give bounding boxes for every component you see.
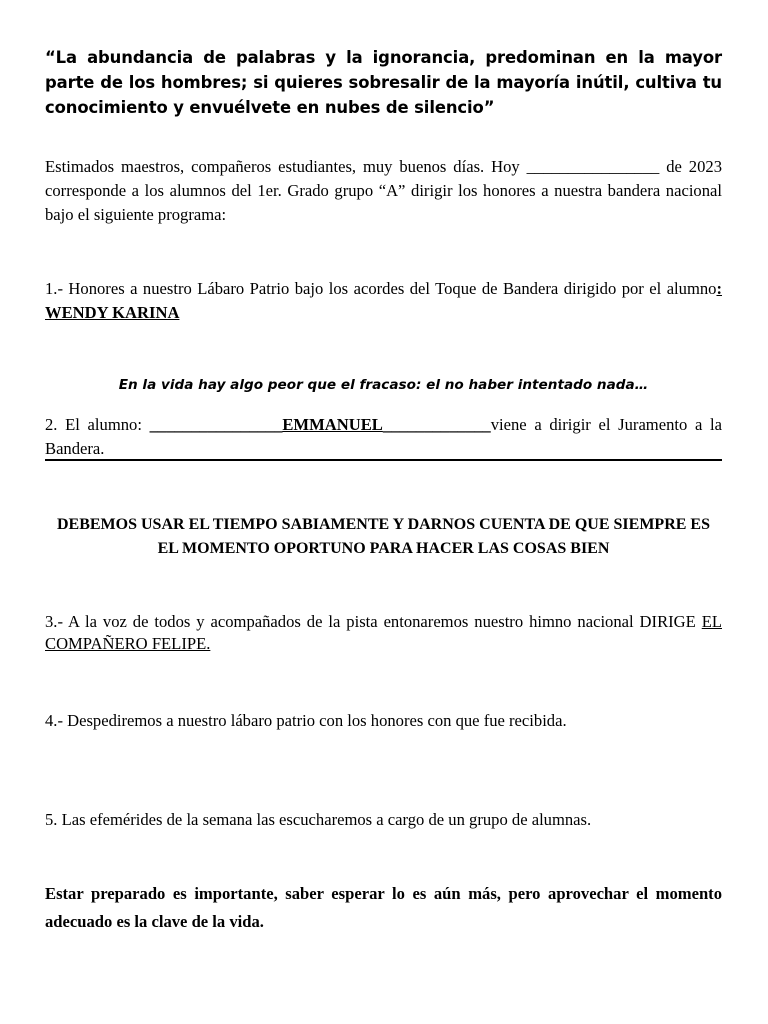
- document-page: [45, 0, 722, 1024]
- horizontal-divider: [45, 459, 722, 461]
- program-item-1-name: : WENDY KARINA: [45, 279, 722, 322]
- italic-quote: En la vida hay algo peor que el fracaso: el no haber intentado nada…: [118, 377, 649, 393]
- program-item-2-name: EMMANUEL: [282, 415, 383, 434]
- program-item-3-text: 3.- A la voz de todos y acompañados de la pista entonaremos nuestro himno nacional DIRIGE: [45, 612, 702, 631]
- opening-quote: “La abundancia de palabras y la ignorancia, predominan en la mayor parte de los hombres; si quieres sobresalir de la mayoría inútil, cultiva tu conocimiento y envuélvete en nubes de silencio”: [45, 48, 722, 117]
- program-item-1: [45, 277, 722, 325]
- caps-quote: DEBEMOS USAR EL TIEMPO SABIAMENTE Y DARNOS CUENTA DE QUE SIEMPRE ES EL MOMENTO OPORTUNO PARA HACER LAS COSAS BIEN: [56, 516, 710, 557]
- program-item-2-prefix: 2. El alumno:: [45, 415, 150, 434]
- program-item-2-blank-before: ________________: [149, 415, 283, 434]
- program-item-3-underlined: EL COMPAÑERO FELIPE.: [45, 612, 722, 653]
- intro-paragraph: Estimados maestros, compañeros estudiantes, muy buenos días. Hoy ________________ de 2023 corresponde a los alumnos del 1er. Grado grupo “A” dirigir los honores a nuestra bandera nacional bajo el siguiente programa:: [45, 157, 722, 224]
- program-item-2: [45, 413, 722, 461]
- program-item-1-text: 1.- Honores a nuestro Lábaro Patrio bajo los acordes del Toque de Bandera dirigido por el alumno: [45, 279, 717, 298]
- program-item-2-suffix: viene a dirigir el Juramento a la Bandera.: [45, 415, 722, 458]
- program-item-5: 5. Las efemérides de la semana las escucharemos a cargo de un grupo de alumnas.: [45, 810, 592, 829]
- program-item-2-blank-after: _____________: [382, 415, 491, 434]
- program-item-4: 4.- Despediremos a nuestro lábaro patrio con los honores con que fue recibida.: [45, 711, 567, 730]
- program-item-3: [45, 611, 722, 655]
- closing-quote: Estar preparado es importante, saber esperar lo es aún más, pero aprovechar el momento adecuado es la clave de la vida.: [45, 884, 722, 931]
